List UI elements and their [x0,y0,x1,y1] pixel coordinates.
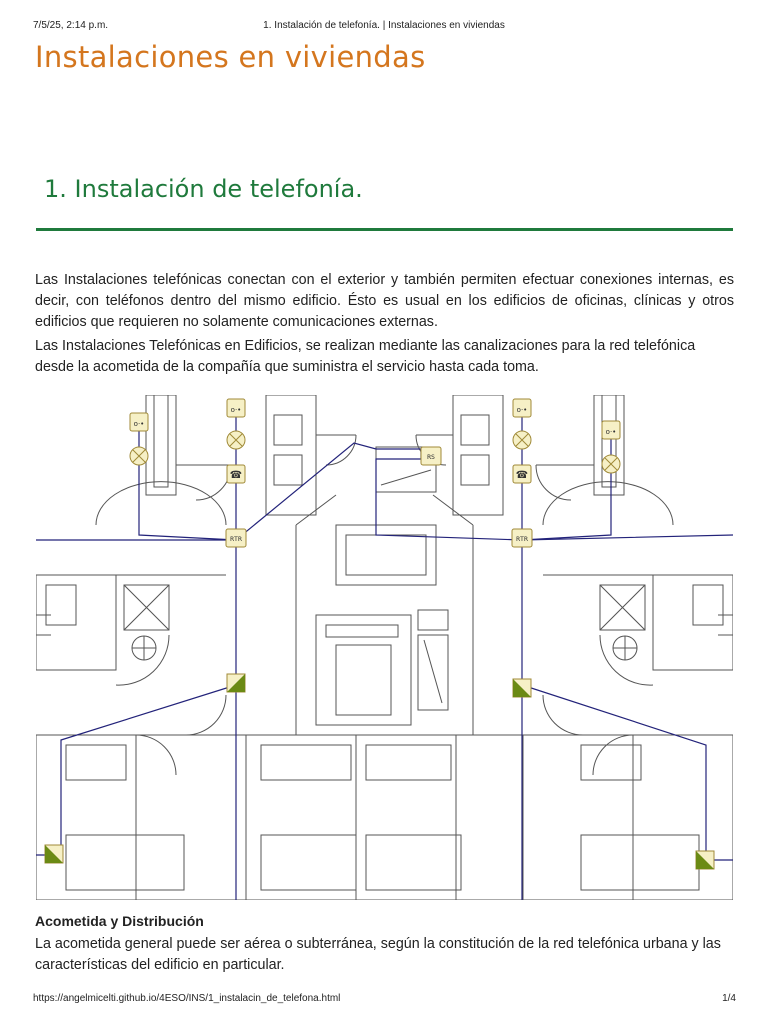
svg-text:o·•: o·• [230,406,242,414]
acometida-paragraph: La acometida general puede ser aérea o subterránea, según la constitución de la red telefónica urbana y las características del edificio en particular. [35,936,721,973]
svg-text:o·•: o·• [605,428,617,436]
print-header [0,20,768,34]
phone-symbol-left [227,465,245,483]
phone-symbol-right [513,465,531,483]
svg-text:o·•: o·• [516,406,528,414]
telephone-outlet-bottom-right [696,851,714,869]
installation-paragraph: Las Instalaciones Telefónicas en Edificios, se realizan mediante las canalizaciones para la red telefónica desde la acometida de la compañía que suministra el servicio hasta cada toma. [35,338,696,375]
telephone-outlet-bottom-left [45,845,63,863]
svg-text:☎: ☎ [515,470,529,481]
section-title: 1. Instalación de telefonía. [44,175,363,203]
svg-text:RS: RS [427,453,435,461]
svg-text:☎: ☎ [229,470,243,481]
lamp-symbol-right-2 [602,455,620,473]
svg-text:o·•: o·• [133,420,145,428]
print-page-title: 1. Instalación de telefonía. | Instalaciones en viviendas [263,20,505,31]
page-url[interactable]: https://angelmicelti.github.io/4ESO/INS/1_instalacin_de_telefona.html [33,993,341,1004]
rs-box [421,447,441,465]
telephone-outlet-right [513,679,531,697]
lamp-symbol-left [130,447,148,465]
telephone-wiring [36,415,733,900]
switch-symbol-right [513,399,531,417]
outlet-symbols [45,399,714,869]
page-number: 1/4 [722,993,736,1004]
switch-symbol-left [130,413,148,431]
site-title[interactable]: Instalaciones en viviendas [35,40,426,74]
telephone-installation-floor-plan [36,395,733,900]
switch-symbol-left-2 [227,399,245,417]
architectural-walls [36,395,733,900]
section-divider [36,228,733,231]
lamp-symbol-right [513,431,531,449]
print-date: 7/5/25, 2:14 p.m. [33,20,109,31]
lamp-symbol-left-2 [227,431,245,449]
svg-text:RTR: RTR [516,535,528,543]
subheading-acometida: Acometida y Distribución [35,913,204,929]
svg-text:RTR: RTR [230,535,242,543]
rtr-box-right [512,529,532,547]
switch-symbol-right-2 [602,421,620,439]
rtr-box-left [226,529,246,547]
telephone-outlet-left [227,674,245,692]
intro-paragraph: Las Instalaciones telefónicas conectan con el exterior y también permiten efectuar conexiones internas, es decir, con teléfonos dentro del mismo edificio. Ésto es usual en los edificios de oficinas, clínicas y otros edificios que requieren no solamente comunicaciones externas. [35,272,734,330]
